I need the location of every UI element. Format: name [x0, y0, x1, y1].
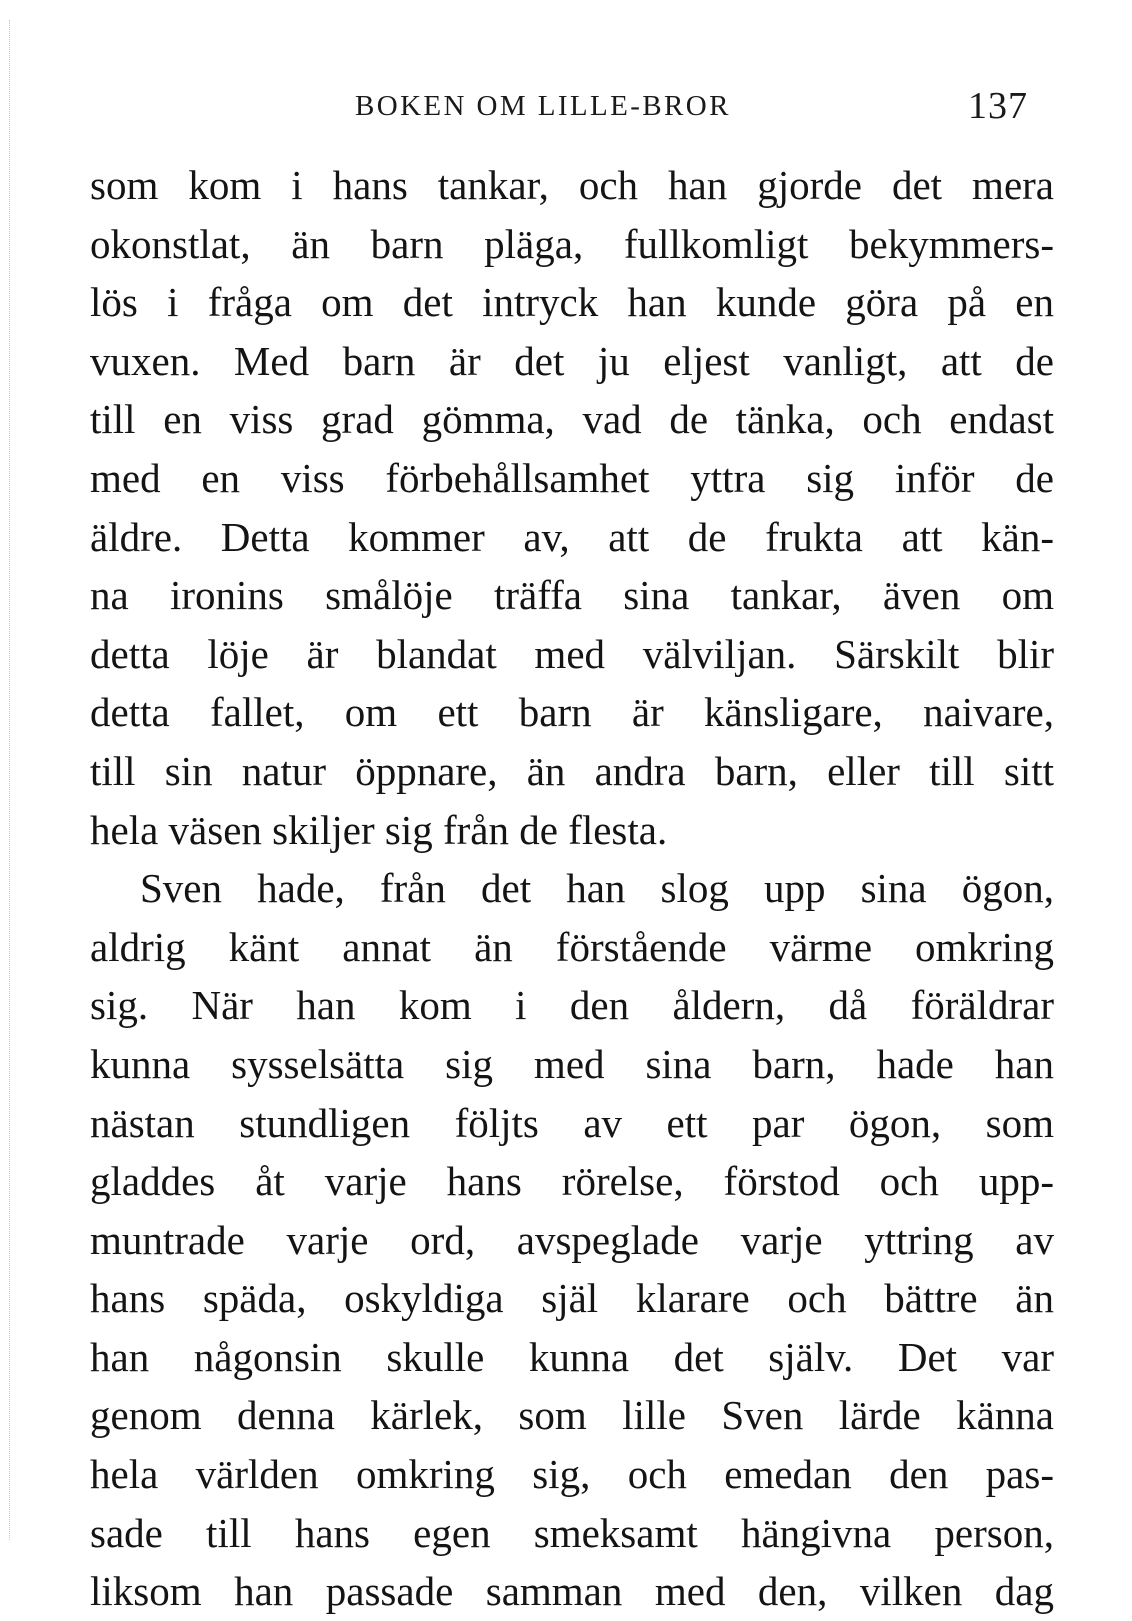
- running-title: BOKEN OM LILLE-BROR: [355, 90, 731, 122]
- paragraph-end-line: hela väsen skiljer sig från de flesta.: [90, 806, 668, 853]
- body-text: [90, 156, 1054, 1621]
- text-line: till en viss grad gömma, vad de tänka, och endast: [90, 396, 1054, 443]
- text-line: äldre. Detta kommer av, att de frukta att kän-: [90, 513, 1054, 560]
- text-line: hela världen omkring sig, och emedan den pas-: [90, 1451, 1054, 1498]
- text-line: hans späda, oskyldiga själ klarare och bättre än: [90, 1275, 1054, 1322]
- text-line: som kom i hans tankar, och han gjorde det mera: [90, 162, 1054, 208]
- text-line: med en viss förbehållsamhet yttra sig inför de: [90, 454, 1054, 501]
- text-line: aldrig känt annat än förstående värme omkring: [90, 923, 1054, 970]
- text-line: nästan stundligen följts av ett par ögon, som: [90, 1099, 1054, 1146]
- text-line: gladdes åt varje hans rörelse, förstod och upp-: [90, 1158, 1054, 1205]
- text-line: vuxen. Med barn är det ju eljest vanligt, att de: [90, 337, 1054, 384]
- text-line: detta löje är blandat med välviljan. Särskilt blir: [90, 630, 1054, 677]
- page-number: 137: [968, 85, 1028, 127]
- text-line: genom denna kärlek, som lille Sven lärde känna: [90, 1392, 1054, 1439]
- scan-gutter-line: [9, 20, 10, 1540]
- paragraph-start-line: Sven hade, från det han slog upp sina ögon,: [140, 865, 1054, 912]
- running-head: [0, 86, 1132, 126]
- text-line: na ironins smålöje träffa sina tankar, även om: [90, 572, 1054, 619]
- text-line: lös i fråga om det intryck han kunde göra på en: [90, 279, 1054, 326]
- text-line: kunna sysselsätta sig med sina barn, hade han: [90, 1040, 1054, 1087]
- text-line: till sin natur öppnare, än andra barn, eller till sitt: [90, 747, 1054, 794]
- text-line: liksom han passade samman med den, vilken dag: [90, 1568, 1054, 1615]
- text-line: detta fallet, om ett barn är känsligare, naivare,: [90, 689, 1054, 736]
- text-line: han någonsin skulle kunna det själv. Det var: [90, 1333, 1054, 1380]
- text-line: okonstlat, än barn pläga, fullkomligt bekymmers-: [90, 220, 1054, 267]
- text-line: muntrade varje ord, avspeglade varje yttring av: [90, 1216, 1054, 1263]
- text-line: sig. När han kom i den åldern, då föräldrar: [90, 982, 1054, 1029]
- text-line: sade till hans egen smeksamt hängivna person,: [90, 1509, 1054, 1556]
